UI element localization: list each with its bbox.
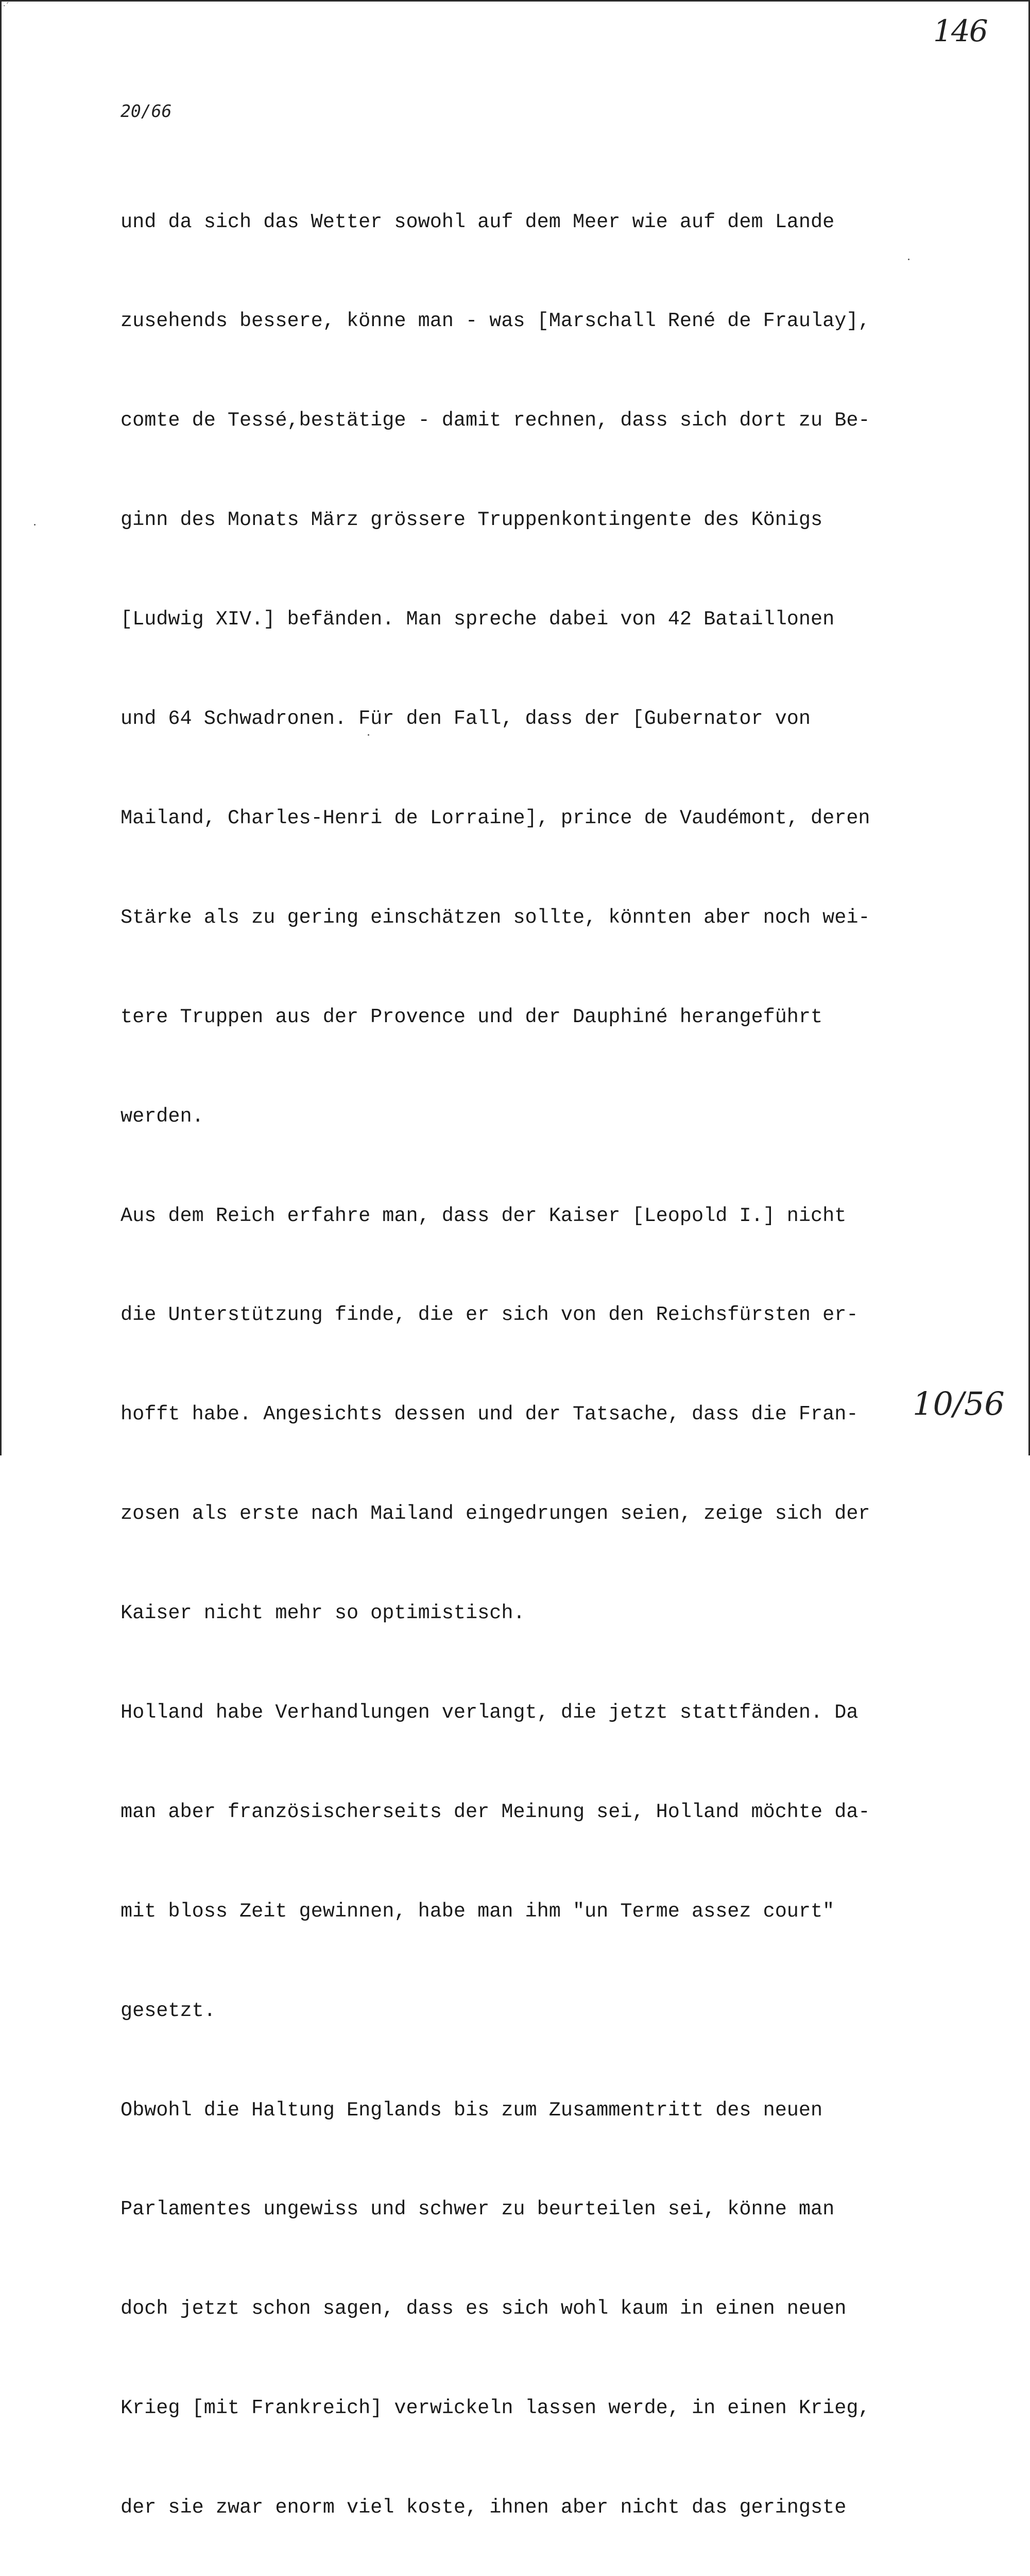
body-line: Holland habe Verhandlungen verlangt, die jetzt stattfänden. Da xyxy=(121,1701,859,1724)
stray-mark xyxy=(368,734,369,736)
body-line: Mailand, Charles-Henri de Lorraine], prince de Vaudémont, deren xyxy=(121,806,870,829)
body-line: hofft habe. Angesichts dessen und der Tatsache, dass die Fran- xyxy=(121,1403,859,1426)
body-line: doch jetzt schon sagen, dass es sich wohl kaum in einen neuen xyxy=(121,2297,847,2320)
body-line: und 64 Schwadronen. Für den Fall, dass der [Gubernator von xyxy=(121,707,811,731)
body-line: ginn des Monats März grössere Truppenkontingente des Königs xyxy=(121,509,823,532)
page-left-edge xyxy=(0,0,2,1455)
document-body xyxy=(121,139,924,2576)
body-line: gesetzt. xyxy=(121,1999,216,2022)
stray-mark xyxy=(908,259,909,260)
body-line: der sie zwar enorm viel koste, ihnen aber nicht das geringste xyxy=(121,2496,847,2519)
body-line: Kaiser nicht mehr so optimistisch. xyxy=(121,1602,525,1625)
body-line: zusehends bessere, könne man - was [Marschall René de Fraulay], xyxy=(121,310,870,333)
body-line: und da sich das Wetter sowohl auf dem Meer wie auf dem Lande xyxy=(121,210,835,233)
handwritten-archive-number: 10/56 xyxy=(913,1385,1005,1422)
body-line: Stärke als zu gering einschätzen sollte, könnten aber noch wei- xyxy=(121,906,870,929)
body-line: werden. xyxy=(121,1105,204,1128)
stray-mark xyxy=(34,524,36,526)
body-line: zosen als erste nach Mailand eingedrungen seien, zeige sich der xyxy=(121,1502,870,1526)
body-line: Krieg [mit Frankreich] verwickeln lassen werde, in einen Krieg, xyxy=(121,2397,870,2420)
body-line: [Ludwig XIV.] befänden. Man spreche dabei von 42 Bataillonen xyxy=(121,608,835,631)
body-line: comte de Tessé,bestätige - damit rechnen, dass sich dort zu Be- xyxy=(121,409,870,432)
reference-number: 20/66 xyxy=(121,101,172,121)
body-line: man aber französischerseits der Meinung sei, Holland möchte da- xyxy=(121,1800,870,1823)
body-line: Obwohl die Haltung Englands bis zum Zusammentritt des neuen xyxy=(121,2098,823,2122)
page-top-edge xyxy=(0,0,1030,2)
body-line: Aus dem Reich erfahre man, dass der Kaiser [Leopold I.] nicht xyxy=(121,1204,847,1227)
corner-mark: ·´ xyxy=(3,2,9,10)
body-line: die Unterstützung finde, die er sich von den Reichsfürsten er- xyxy=(121,1303,859,1327)
body-line: mit bloss Zeit gewinnen, habe man ihm "un Terme assez court" xyxy=(121,1900,835,1923)
body-line: Parlamentes ungewiss und schwer zu beurteilen sei, könne man xyxy=(121,2198,835,2221)
body-line: tere Truppen aus der Provence und der Dauphiné herangeführt xyxy=(121,1005,823,1028)
handwritten-folio-number: 146 xyxy=(933,13,987,48)
